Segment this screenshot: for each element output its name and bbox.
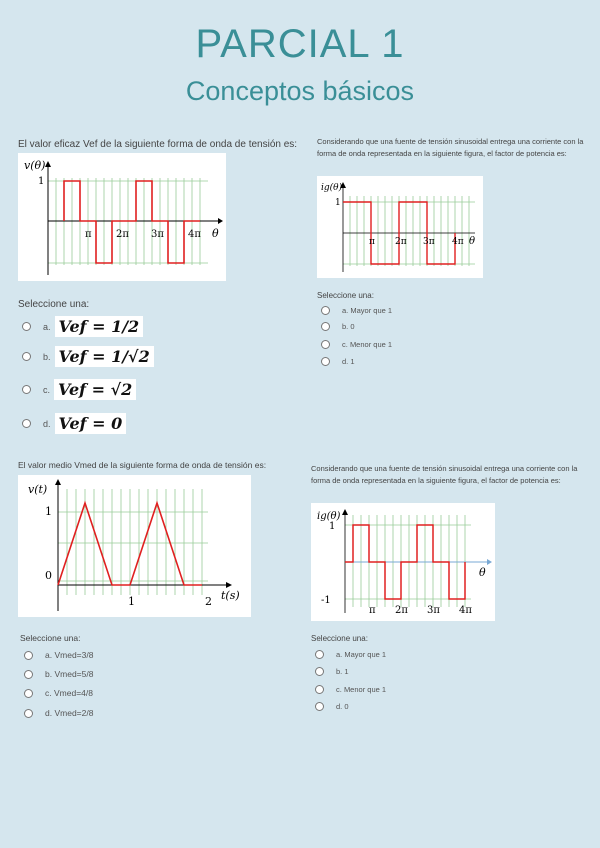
radio-icon[interactable] (22, 322, 31, 331)
radio-icon[interactable] (22, 419, 31, 428)
q2-option-d[interactable]: d. 1 (321, 357, 355, 366)
q4-y-label: ig(θ) (317, 511, 341, 522)
q2-y-tick: 1 (335, 198, 341, 208)
q1-option-a-math: Vef = 1/2 (55, 316, 144, 337)
q4-y-tick-1: 1 (329, 521, 336, 532)
q1-option-c[interactable]: c. Vef = √2 (22, 379, 136, 400)
q1-waveform-figure (18, 153, 226, 281)
q3-waveform-figure (18, 475, 251, 617)
radio-icon[interactable] (24, 670, 33, 679)
q3-x-tick-1: 1 (128, 595, 135, 608)
q2-x-tick-3pi: 3π (423, 237, 435, 247)
q3-y-tick-0: 0 (45, 569, 52, 582)
q1-option-a[interactable]: a. Vef = 1/2 (22, 316, 143, 337)
q2-option-b[interactable]: b. 0 (321, 322, 355, 331)
q4-x-tick-2pi: 2π (395, 605, 408, 616)
q1-x-tick-3pi: 3π (151, 229, 164, 240)
radio-icon[interactable] (22, 352, 31, 361)
q2-x-axis-label: θ (469, 236, 476, 247)
q4-option-c[interactable]: c. Menor que 1 (315, 685, 386, 694)
q1-option-c-math: Vef = √2 (54, 379, 136, 400)
q3-y-label: v(t) (28, 483, 48, 496)
q2-option-c[interactable]: c. Menor que 1 (321, 340, 392, 349)
radio-icon[interactable] (315, 667, 324, 676)
radio-icon[interactable] (321, 322, 330, 331)
q4-x-axis-label: θ (479, 566, 486, 579)
q3-option-b[interactable]: b. Vmed=5/8 (24, 669, 93, 679)
q3-option-a[interactable]: a. Vmed=3/8 (24, 650, 93, 660)
radio-icon[interactable] (24, 709, 33, 718)
radio-icon[interactable] (321, 357, 330, 366)
page-title: PARCIAL 1 (195, 22, 405, 66)
radio-icon[interactable] (315, 650, 324, 659)
q1-option-b-math: Vef = 1/√2 (55, 346, 154, 367)
q1-option-b[interactable]: b. Vef = 1/√2 (22, 346, 154, 367)
q1-y-label: v(θ) (24, 159, 46, 172)
radio-icon[interactable] (315, 702, 324, 711)
q4-select-label: Seleccione una: (311, 634, 368, 643)
page-subtitle: Conceptos básicos (185, 76, 415, 106)
q3-x-tick-2: 2 (205, 595, 212, 608)
q1-x-axis-label: θ (212, 227, 219, 240)
q3-x-axis-label: t(s) (221, 589, 240, 602)
radio-icon[interactable] (22, 385, 31, 394)
q3-option-d[interactable]: d. Vmed=2/8 (24, 708, 93, 718)
q4-x-tick-pi: π (369, 605, 376, 616)
radio-icon[interactable] (24, 689, 33, 698)
q4-waveform-figure (311, 503, 495, 621)
q4-grid (345, 515, 471, 607)
q3-option-c[interactable]: c. Vmed=4/8 (24, 688, 93, 698)
q4-option-b[interactable]: b. 1 (315, 667, 349, 676)
q2-x-tick-2pi: 2π (395, 237, 407, 247)
q1-y-tick: 1 (38, 176, 45, 187)
q1-x-tick-4pi: 4π (188, 229, 201, 240)
q2-x-tick-pi: π (369, 237, 375, 247)
q4-question-text: Considerando que una fuente de tensión sinusoidal entrega una corriente con la forma de onda representada en la siguiente figura, el factor de potencia es: (311, 464, 578, 485)
q4-y-tick-neg1: -1 (321, 595, 331, 606)
q1-question-text: El valor eficaz Vef de la siguiente forma de onda de tensión es: (18, 139, 298, 150)
q1-option-d[interactable]: d. Vef = 0 (22, 413, 126, 434)
q2-waveform-figure (317, 176, 483, 278)
q3-select-label: Seleccione una: (20, 633, 81, 643)
q4-option-a[interactable]: a. Mayor que 1 (315, 650, 386, 659)
q4-x-tick-3pi: 3π (427, 605, 440, 616)
q1-x-tick-pi: π (85, 229, 92, 240)
radio-icon[interactable] (321, 306, 330, 315)
q4-option-d[interactable]: d. 0 (315, 702, 349, 711)
q1-waveform (64, 181, 200, 263)
q2-select-label: Seleccione una: (317, 291, 374, 300)
q2-question-text: Considerando que una fuente de tensión sinusoidal entrega una corriente con la forma de onda representada en la siguiente figura, el factor de potencia es: (317, 137, 584, 158)
q1-x-tick-2pi: 2π (116, 229, 129, 240)
radio-icon[interactable] (24, 651, 33, 660)
q3-grid (58, 489, 208, 595)
q1-select-label: Seleccione una: (18, 299, 90, 310)
q2-option-a[interactable]: a. Mayor que 1 (321, 306, 392, 315)
q4-x-tick-4pi: 4π (459, 605, 472, 616)
q2-x-tick-4pi: 4π (452, 237, 464, 247)
q1-option-d-math: Vef = 0 (55, 413, 127, 434)
radio-icon[interactable] (321, 340, 330, 349)
q3-question-text: El valor medio Vmed de la siguiente forma de onda de tensión es: (18, 460, 267, 470)
q2-y-label: ig(θ) (321, 183, 343, 193)
q3-y-tick-1: 1 (45, 505, 52, 518)
radio-icon[interactable] (315, 685, 324, 694)
